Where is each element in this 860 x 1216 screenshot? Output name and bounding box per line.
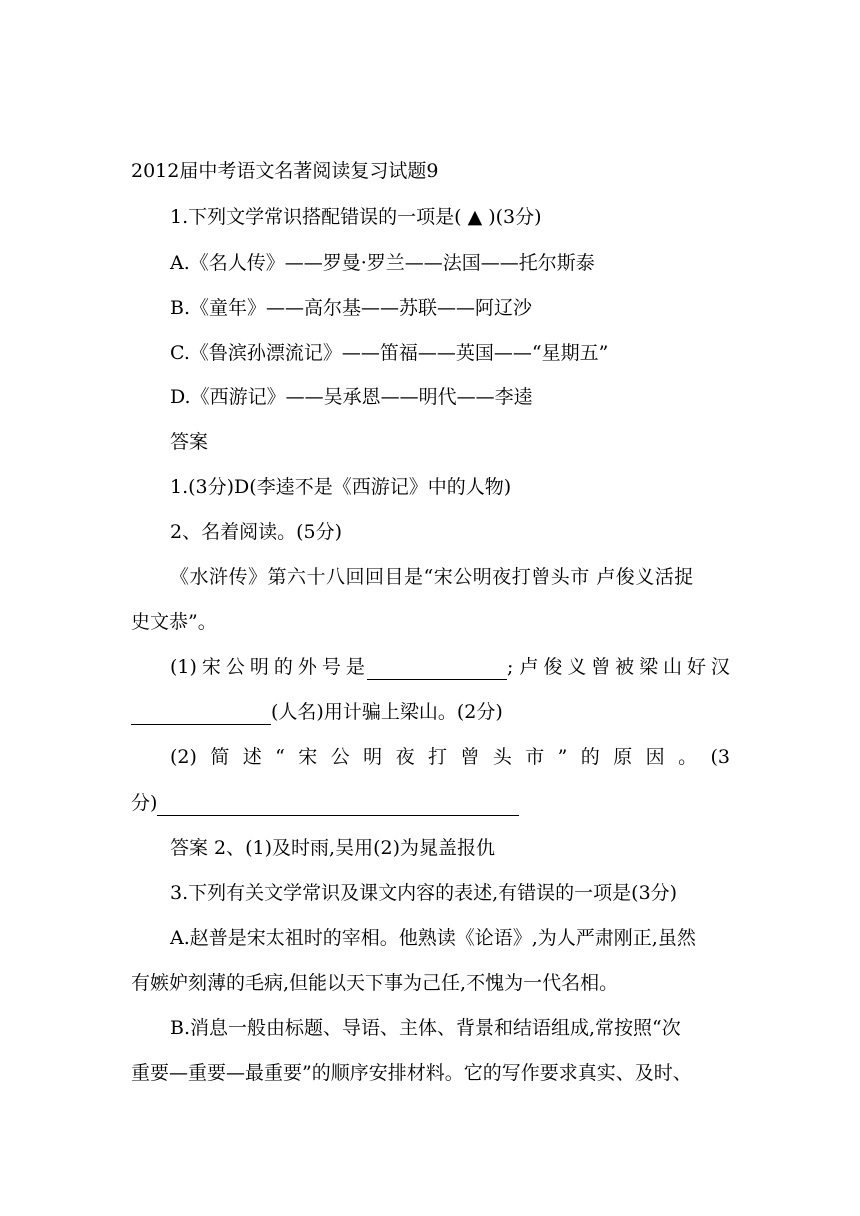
answer-blank-reason[interactable] [157, 797, 519, 816]
char: “ [275, 746, 285, 768]
char: 明 [363, 746, 383, 768]
char: 俊 [543, 656, 563, 678]
char: 明 [249, 656, 269, 678]
char: (3 [710, 746, 730, 768]
char: 曾 [591, 656, 611, 678]
char: 被 [615, 656, 635, 678]
q1-option-c: C.《鲁滨孙漂流记》——笛福——英国——“星期五” [170, 342, 609, 364]
char: 头 [492, 746, 512, 768]
q2-part2-line [170, 744, 730, 770]
q2-part1-tail: (人名)用计骗上梁山。(2分) [271, 701, 503, 723]
char: 的 [273, 656, 293, 678]
char: 号 [321, 656, 341, 678]
q3-option-b-line1: B.消息一般由标题、导语、主体、背景和结语组成,常按照“次 [170, 1017, 681, 1039]
q2-part1-prompt-a [170, 654, 365, 680]
char: 梁 [639, 656, 659, 678]
char: 简 [210, 746, 230, 768]
char: 夜 [395, 746, 415, 768]
q3-option-a-line2: 有嫉妒刻薄的毛病,但能以天下事为己任,不愧为一代名相。 [131, 972, 619, 994]
q2-part1-prompt-b [519, 654, 730, 680]
char: 汉 [710, 656, 730, 678]
answer-blank-nickname[interactable] [367, 661, 507, 680]
q2-part2-line2 [131, 790, 519, 816]
char: ” [557, 746, 568, 768]
char: 打 [427, 746, 447, 768]
char: 义 [567, 656, 587, 678]
char: 公 [330, 746, 350, 768]
q1-option-d: D.《西游记》——吴承恩——明代——李逵 [170, 386, 533, 408]
char: 因 [645, 746, 665, 768]
char: 宋 [298, 746, 318, 768]
char: 的 [580, 746, 600, 768]
char: 原 [613, 746, 633, 768]
char: 。 [678, 746, 698, 768]
q1-answer: 1.(3分)D(李逵不是《西游记》中的人物) [170, 476, 512, 498]
document-title: 2012届中考语文名著阅读复习试题9 [131, 160, 439, 182]
char: 宋 [201, 656, 221, 678]
char: 好 [686, 656, 706, 678]
separator: ; [507, 656, 514, 678]
char: 外 [297, 656, 317, 678]
q2-part2-tail: 分) [131, 792, 158, 814]
q1-option-b: B.《童年》——高尔基——苏联——阿辽沙 [170, 297, 533, 319]
char: 山 [663, 656, 683, 678]
char: 曾 [460, 746, 480, 768]
q3-option-a-line1: A.赵普是宋太祖时的宰相。他熟读《论语》,为人严肃刚正,虽然 [170, 927, 696, 949]
q2-intro-line1: 《水浒传》第六十八回回目是“宋公明夜打曾头市 卢俊义活捉 [170, 566, 694, 588]
char: 是 [345, 656, 365, 678]
q1-stem: 1.下列文学常识搭配错误的一项是( ▲ )(3分) [170, 206, 542, 228]
q2-answer: 答案 2、(1)及时雨,吴用(2)为晁盖报仇 [170, 837, 495, 859]
q1-option-a: A.《名人传》——罗曼·罗兰——法国——托尔斯泰 [170, 252, 595, 274]
char: 公 [225, 656, 245, 678]
q3-option-b-line2: 重要—重要—最重要”的顺序安排材料。它的写作要求真实、及时、 [131, 1062, 692, 1084]
q2-part1-line [170, 654, 730, 680]
q3-stem: 3.下列有关文学常识及课文内容的表述,有错误的一项是(3分) [170, 882, 678, 904]
char: (1) [170, 656, 197, 678]
q2-stem: 2、名着阅读。(5分) [170, 521, 343, 543]
q1-answer-label: 答案 [170, 431, 209, 453]
char: 述 [242, 746, 262, 768]
char: 卢 [519, 656, 539, 678]
answer-blank-person[interactable] [131, 706, 271, 725]
q2-part1-line2 [131, 699, 503, 725]
char: 市 [525, 746, 545, 768]
q2-intro-line2: 史文恭”。 [131, 611, 217, 633]
char: (2) [170, 746, 197, 768]
